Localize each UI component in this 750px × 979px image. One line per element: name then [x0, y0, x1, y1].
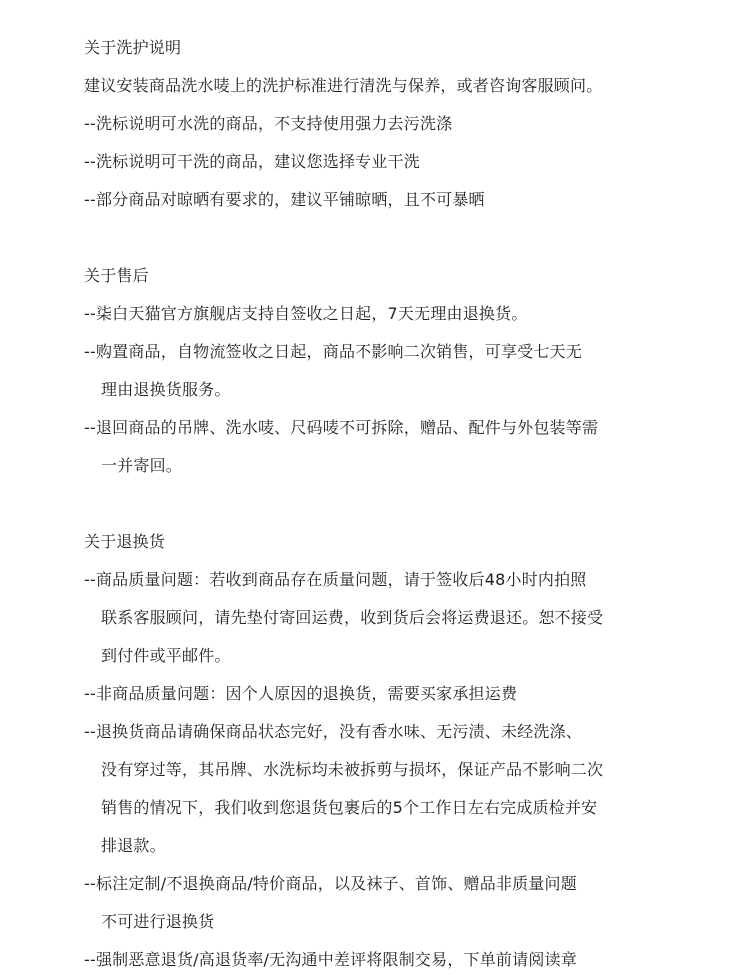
returns-item-excluded: --标注定制/不退换商品/特价商品，以及袜子、首饰、赠品非质量问题	[84, 874, 577, 893]
returns-item-quality: --商品质量问题：若收到商品存在质量问题，请于签收后48小时内拍照	[84, 570, 587, 589]
section-title-care: 关于洗护说明	[84, 38, 182, 57]
returns-item-non-quality: --非商品质量问题：因个人原因的退换货，需要买家承担运费	[84, 684, 518, 703]
care-intro: 建议安装商品洗水唛上的洗护标准进行清洗与保养，或者咨询客服顾问。	[84, 76, 603, 95]
section-title-after-sales: 关于售后	[84, 266, 149, 285]
section-title-returns: 关于退换货	[84, 532, 166, 551]
returns-item-restriction-partial: --强制恶意退货/高退货率/无沟通中差评将限制交易，下单前请阅读章	[84, 950, 577, 969]
after-sales-item-7-days: --柒白天猫官方旗舰店支持自签收之日起，7天无理由退换货。	[84, 304, 528, 323]
care-item-dry-clean: --洗标说明可干洗的商品，建议您选择专业干洗	[84, 152, 420, 171]
returns-item-quality-cont-1: 联系客服顾问，请先垫付寄回运费，收到货后会将运费退还。恕不接受	[101, 608, 604, 627]
after-sales-item-tags-cont: 一并寄回。	[101, 456, 183, 475]
returns-item-quality-cont-2: 到付件或平邮件。	[101, 646, 231, 665]
document-body	[84, 29, 684, 979]
returns-item-condition-cont-2: 销售的情况下，我们收到您退货包裹后的5个工作日左右完成质检并安	[101, 798, 598, 817]
care-item-washable: --洗标说明可水洗的商品，不支持使用强力去污洗涤	[84, 114, 453, 133]
returns-item-excluded-cont: 不可进行退换货	[101, 912, 215, 931]
section-spacer	[84, 485, 684, 523]
returns-item-condition-cont-3: 排退款。	[101, 836, 166, 855]
section-spacer	[84, 219, 684, 257]
returns-item-condition-cont-1: 没有穿过等，其吊牌、水洗标均未被拆剪与损坏，保证产品不影响二次	[101, 760, 604, 779]
after-sales-item-purchase-cont: 理由退换货服务。	[101, 380, 231, 399]
after-sales-item-tags: --退回商品的吊牌、洗水唛、尺码唛不可拆除，赠品、配件与外包装等需	[84, 418, 599, 437]
returns-item-condition: --退换货商品请确保商品状态完好，没有香水味、无污渍、未经洗涤、	[84, 722, 582, 741]
after-sales-item-purchase: --购置商品，自物流签收之日起，商品不影响二次销售，可享受七天无	[84, 342, 582, 361]
care-item-drying: --部分商品对晾晒有要求的，建议平铺晾晒，且不可暴晒	[84, 190, 485, 209]
